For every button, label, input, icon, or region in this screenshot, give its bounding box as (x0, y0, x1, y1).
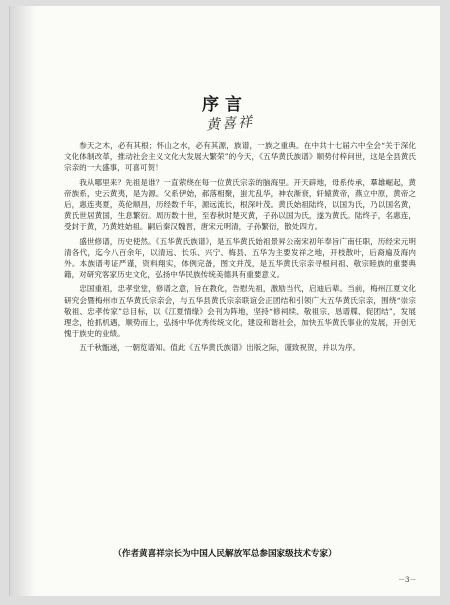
author-note: （作者黄喜祥宗长为中国人民解放军总参国家级技术专家） (113, 549, 337, 559)
paragraph-5: 五千秋甑递，一朝览谱知。值此《五华黄氏族谱》出版之际，谨致祝贺，并以为序。 (79, 343, 361, 353)
author-signature: 黄喜祥 (205, 114, 255, 134)
preface-body (64, 140, 416, 357)
page-title: 序言 (202, 95, 248, 115)
paragraph-4: 忠国重祖，忠孝堂堂，修谱之意，旨在教化，告慰先祖，激励当代，启迪后辈。当前，梅州江夏文化研究会暨梅州市五华黄氏宗亲会，与五华县黄氏宗亲联谊会正团结和引领广大五华黄氏宗亲，围绕“崇宗敬祖、忠孝传家”总目标，以《江夏情缘》会刊为阵地，坚持“修祠续、敬祖宗、恳谱牒、促团结”，发展理念，抢抓机遇，顺势而上，弘扬中华优秀传统文化，建设和谐社会，加快五华黄氏事业的发展，开创无愧于族史的业绩。 (64, 284, 416, 339)
paragraph-1: 参天之木，必有其根；怀山之水，必有其源，族谱，一族之重典。在中共十七届六中全会“关于深化文化体制改革，推动社会主义文化大发展大繁荣”的今天，《五华黄氏族谱》顺势付梓问世，这是全县黄氏宗亲的一大盛事，可喜可贺！ (64, 141, 416, 173)
paragraph-3: 盛世修谱，历史使然。《五华黄氏族谱》，是五华黄氏始祖景昇公南宋初年奉旨广南任职，历经宋元明清各代，迄今八百余年，以清远、长乐、兴宁、梅县、五华为主要发祥之地，开枝散叶，后裔遍及海内外。本族谱考证严谨，资料翔实，体例完备，图文并茂，是五华黄氏宗亲寻根问祖、敬宗睦族的重要典籍，对研究客家历史文化，弘扬中华民族传统美德具有重要意义。 (64, 236, 416, 280)
document-page (9, 6, 440, 596)
page-number: －3－ (398, 576, 417, 584)
paragraph-2: 我从哪里来？先祖是谁？一直萦绕在每一位黄氏宗亲的脑海里。开天辟地，母系传承，羣雄崛起，黄帝族系，史云黄夷，是为源。父系伊始，郝落相聚，蚩尤乱华，神农渐衰，轩辕黄帝，燕立中原，黄帝之后，惠连夷夏，英伦顺昌，历经数千年，源远流长，根深叶茂。黄氏始祖陆终，以国为氏，乃以国名黄，黄氏世居黄国，生息繁衍。周历数十世，至春秋时楚灭黄，子孙以国为氏，遂为黄氏。陆终子，名惠连，受封于黄，乃黄姓始祖。嗣后秦汉魏晋，唐宋元明清，子孙繁衍，散处四方。 (64, 177, 416, 232)
